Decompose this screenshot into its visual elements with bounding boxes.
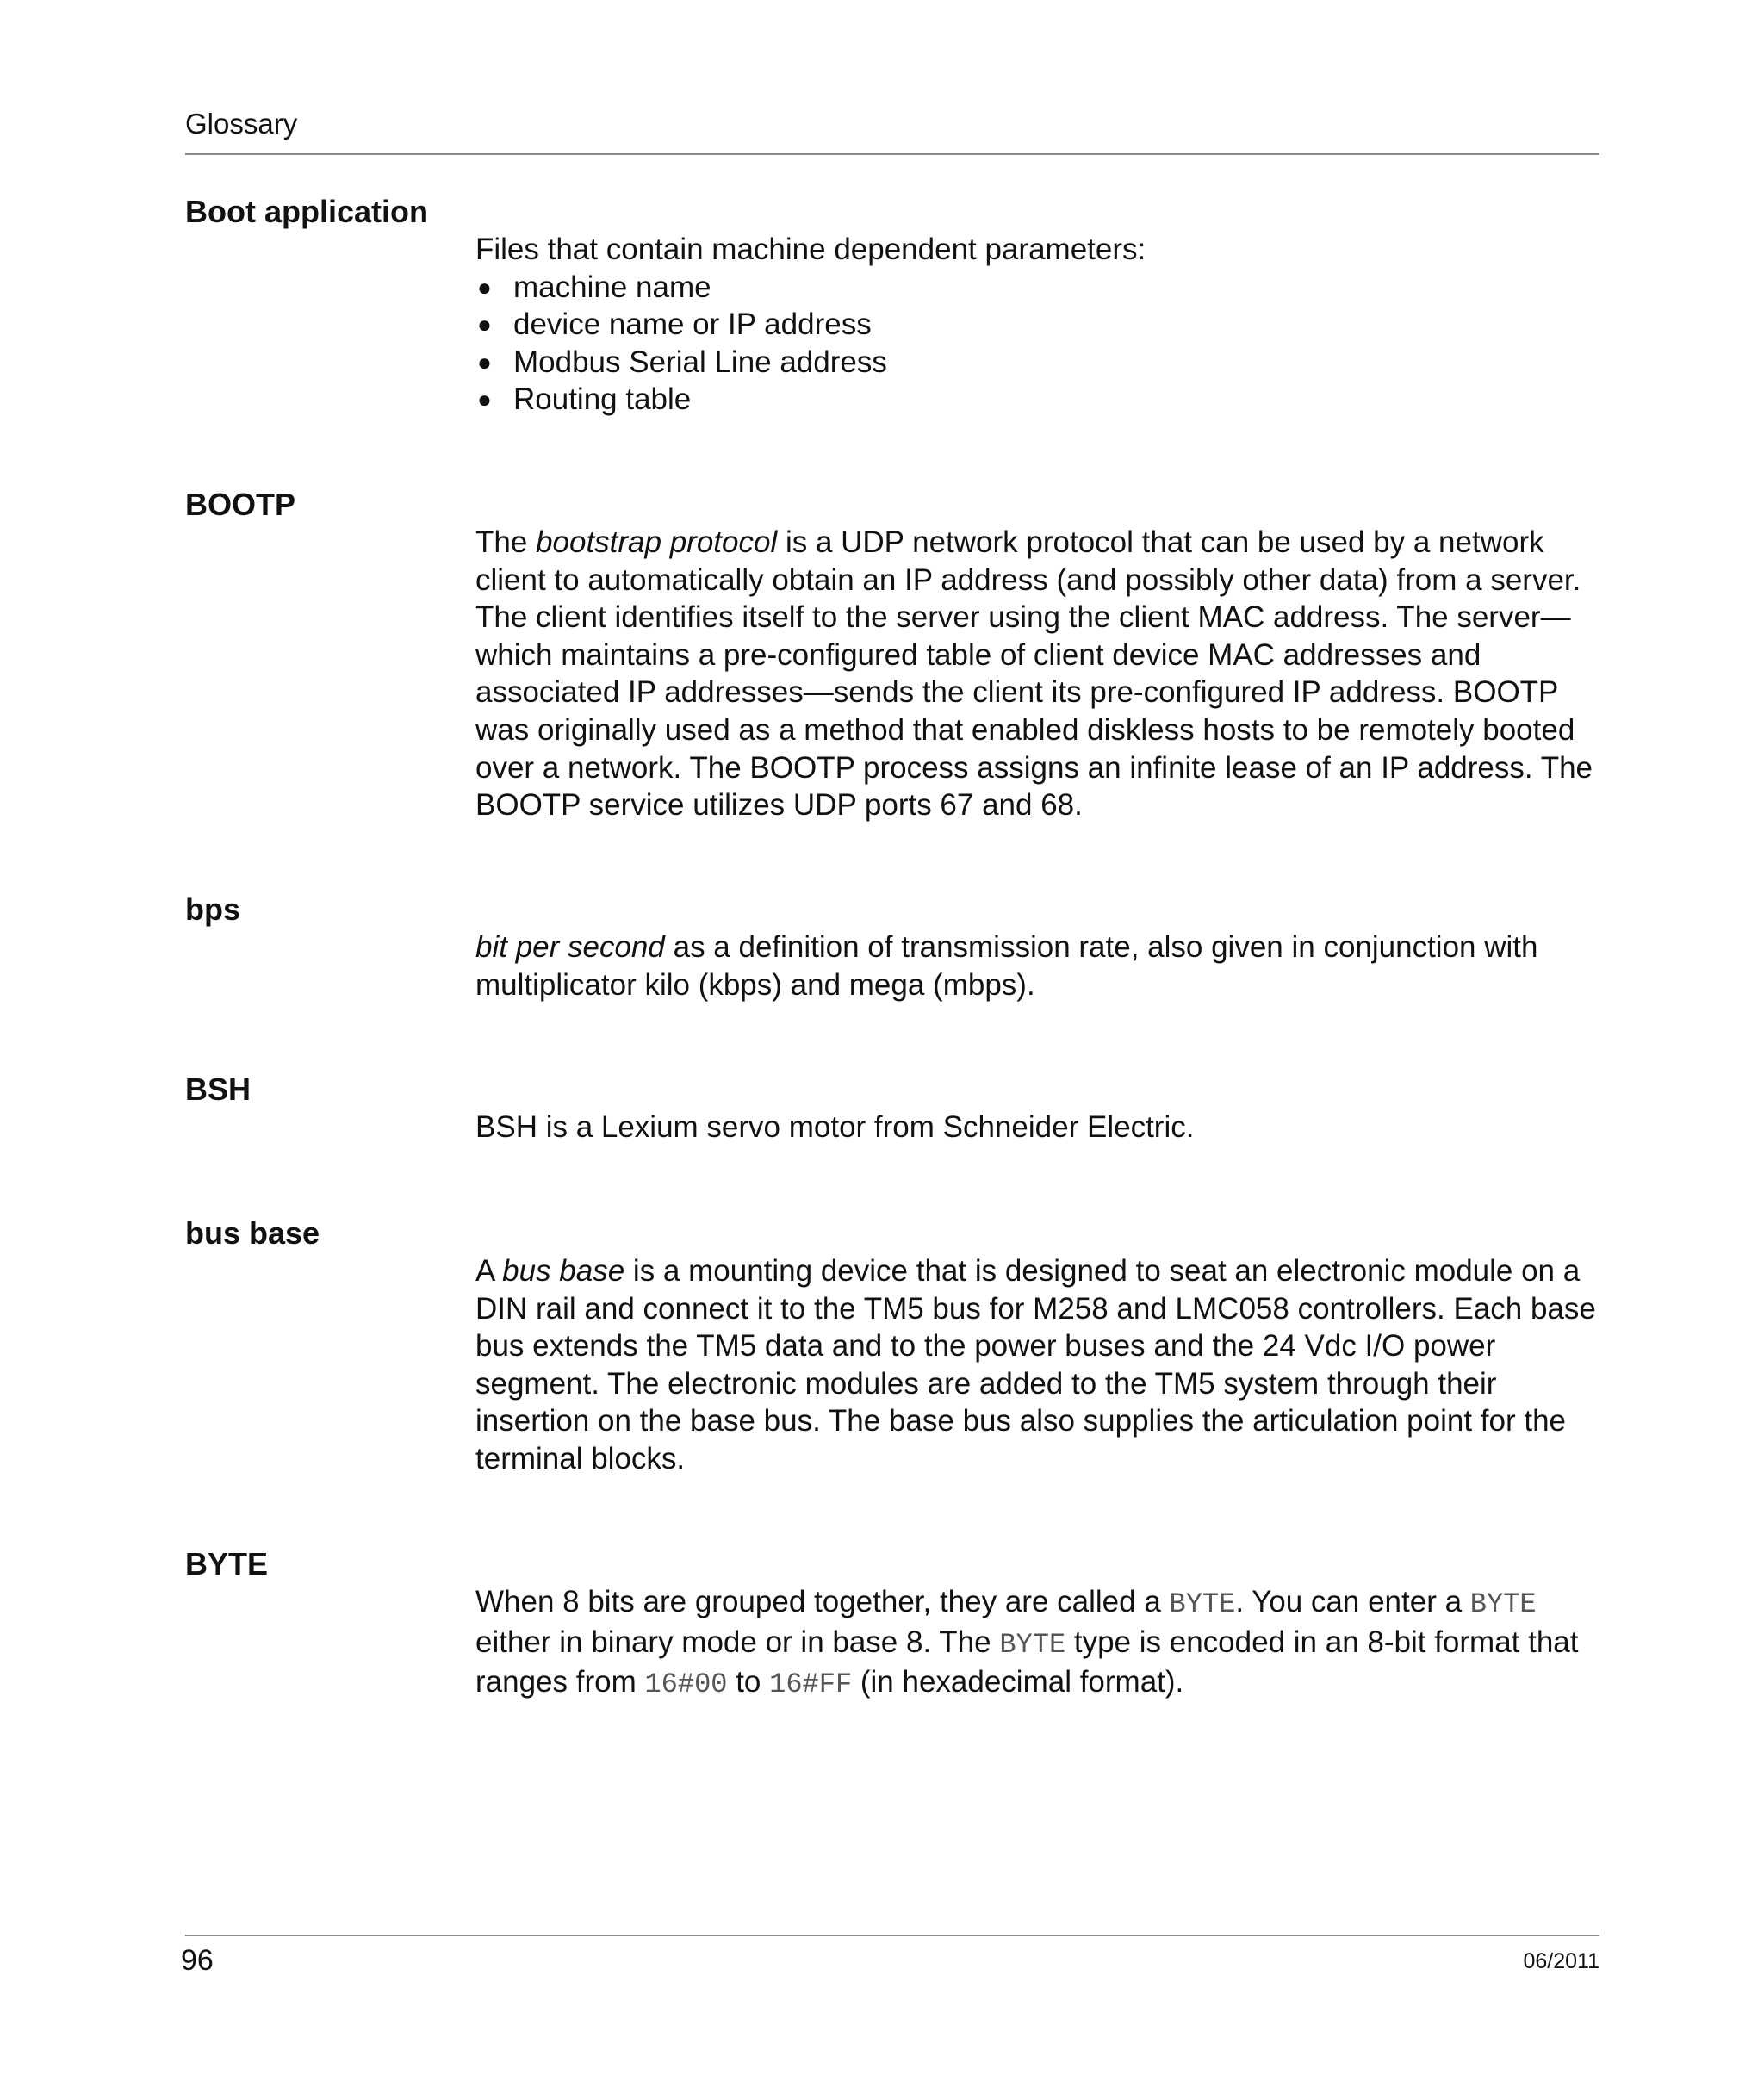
- definition-intro: Files that contain machine dependent parameters:: [475, 233, 1146, 266]
- term-bus-base: bus base: [185, 1215, 320, 1251]
- term-bsh: BSH: [185, 1072, 252, 1107]
- definition-boot-application: [475, 231, 1599, 419]
- list-item: ● Modbus Serial Line address: [475, 344, 1599, 382]
- publication-date: 06/2011: [1523, 1949, 1599, 1973]
- bullet-icon: ●: [477, 348, 492, 376]
- running-header: Glossary: [185, 108, 298, 140]
- bullet-icon: ●: [477, 273, 492, 301]
- code-byte: BYTE: [999, 1628, 1066, 1661]
- code-hex-min: 16#00: [644, 1668, 728, 1701]
- list-item: ● Routing table: [475, 381, 1599, 419]
- italic-term: bus base: [502, 1254, 625, 1288]
- definition-bsh: BSH is a Lexium servo motor from Schneider Electric.: [475, 1110, 1195, 1144]
- term-boot-application: Boot application: [185, 194, 428, 229]
- list-item: ● machine name: [475, 269, 1599, 307]
- definition-bus-base: A bus base is a mounting device that is designed to seat an electronic module on a DIN rail and connect it to the TM5 bus for M258 and LMC058 controllers. Each base bus extends the TM5 data and to the power buses and the 24 Vdc I/O power segment. The electronic modules are added to the TM5 system through their insertion on the base bus. The base bus also supplies the articulation point for the terminal blocks.: [475, 1254, 1596, 1476]
- code-byte: BYTE: [1469, 1588, 1537, 1620]
- code-byte: BYTE: [1169, 1588, 1236, 1620]
- bullet-icon: ●: [477, 311, 492, 339]
- list-item: ● device name or IP address: [475, 306, 1599, 344]
- definition-bootp: The bootstrap protocol is a UDP network protocol that can be used by a network client to automatically obtain an IP address (and possibly other data) from a server. The client identifies itself to the server using the client MAC address. The server—which maintains a pre-configured table of client device MAC addresses and associated IP addresses—sends the client its pre-configured IP address. BOOTP was originally used as a method that enabled diskless hosts to be remotely booted over a network. The BOOTP process assigns an infinite lease of an IP address. The BOOTP service utilizes UDP ports 67 and 68.: [475, 525, 1593, 823]
- parameter-list: [475, 269, 1599, 419]
- term-bps: bps: [185, 892, 241, 927]
- footer-rule: [185, 1935, 1599, 1936]
- bullet-icon: ●: [477, 386, 492, 413]
- code-hex-max: 16#FF: [769, 1668, 853, 1701]
- term-bootp: BOOTP: [185, 487, 296, 522]
- page-number: 96: [181, 1944, 214, 1977]
- definition-byte: When 8 bits are grouped together, they are called a BYTE. You can enter a BYTE either in binary mode or in base 8. The BYTE type is encoded in an 8-bit format that ranges from 16#00 to 16#FF (in hexadecimal format).: [475, 1585, 1579, 1701]
- italic-term: bootstrap protocol: [536, 525, 778, 559]
- italic-term: bit per second: [475, 930, 665, 964]
- term-byte: BYTE: [185, 1546, 269, 1581]
- header-rule: [185, 153, 1599, 155]
- definition-bps: bit per second as a definition of transmission rate, also given in conjunction with multiplicator kilo (kbps) and mega (mbps).: [475, 930, 1538, 1002]
